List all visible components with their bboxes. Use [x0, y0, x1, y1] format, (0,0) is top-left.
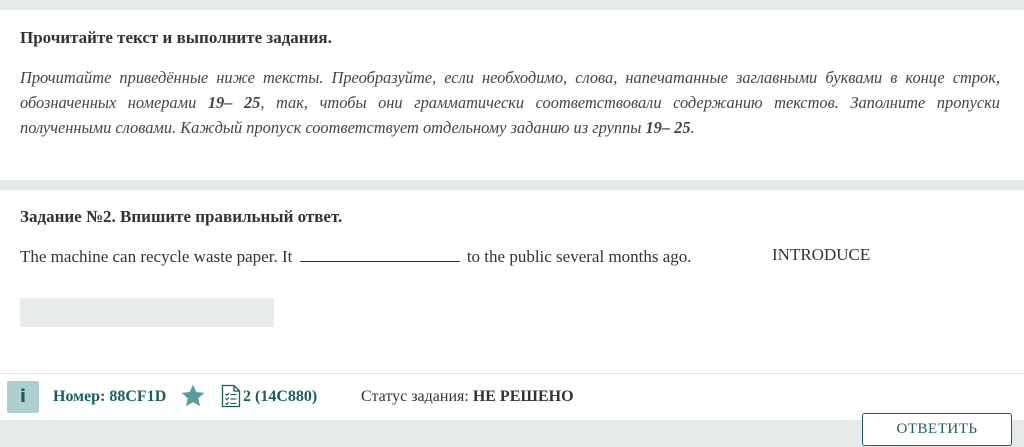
instructions-range-2: 19– 25 [645, 118, 691, 137]
task-number: Номер: 88CF1D [53, 388, 167, 405]
task-keyword: INTRODUCE [772, 245, 871, 264]
task-sentence [20, 245, 692, 267]
task-panel [0, 190, 1024, 373]
task-status [361, 388, 574, 406]
status-label: Статус задания: [361, 388, 473, 405]
instructions-panel [0, 10, 1024, 180]
sentence-before: The machine can recycle waste paper. It [20, 247, 293, 266]
document-list-icon [221, 384, 241, 408]
sentence-blank [300, 245, 460, 262]
sentence-after: to the public several months ago. [466, 247, 692, 266]
star-icon[interactable] [180, 383, 206, 409]
instructions-text [20, 65, 1000, 140]
submit-answer-button[interactable]: ОТВЕТИТЬ [862, 413, 1012, 446]
answer-input[interactable] [20, 298, 274, 327]
status-value: НЕ РЕШЕНО [472, 388, 574, 405]
instructions-text-part1: Прочитайте приведённые ниже тексты. Преобразуйте, если необходимо, слова, напечатанные заглавными буквами в конце строк, обозначенных номерами [20, 68, 1000, 112]
task-title: Задание №2. Впишите правильный ответ. [20, 207, 343, 226]
instructions-title: Прочитайте текст и выполните задания. [20, 28, 332, 47]
instructions-range-1: 19– 25 [207, 93, 261, 112]
instructions-text-part3: . [690, 118, 695, 137]
info-button[interactable]: i [7, 381, 39, 413]
variant-link[interactable]: 2 (14C880) [243, 388, 318, 405]
instructions-text-part2: , так, чтобы они грамматически соответствовали содержанию текстов. Заполните пропуски полученными словами. Каждый пропуск соответствует отдельному заданию из группы [20, 93, 1000, 137]
